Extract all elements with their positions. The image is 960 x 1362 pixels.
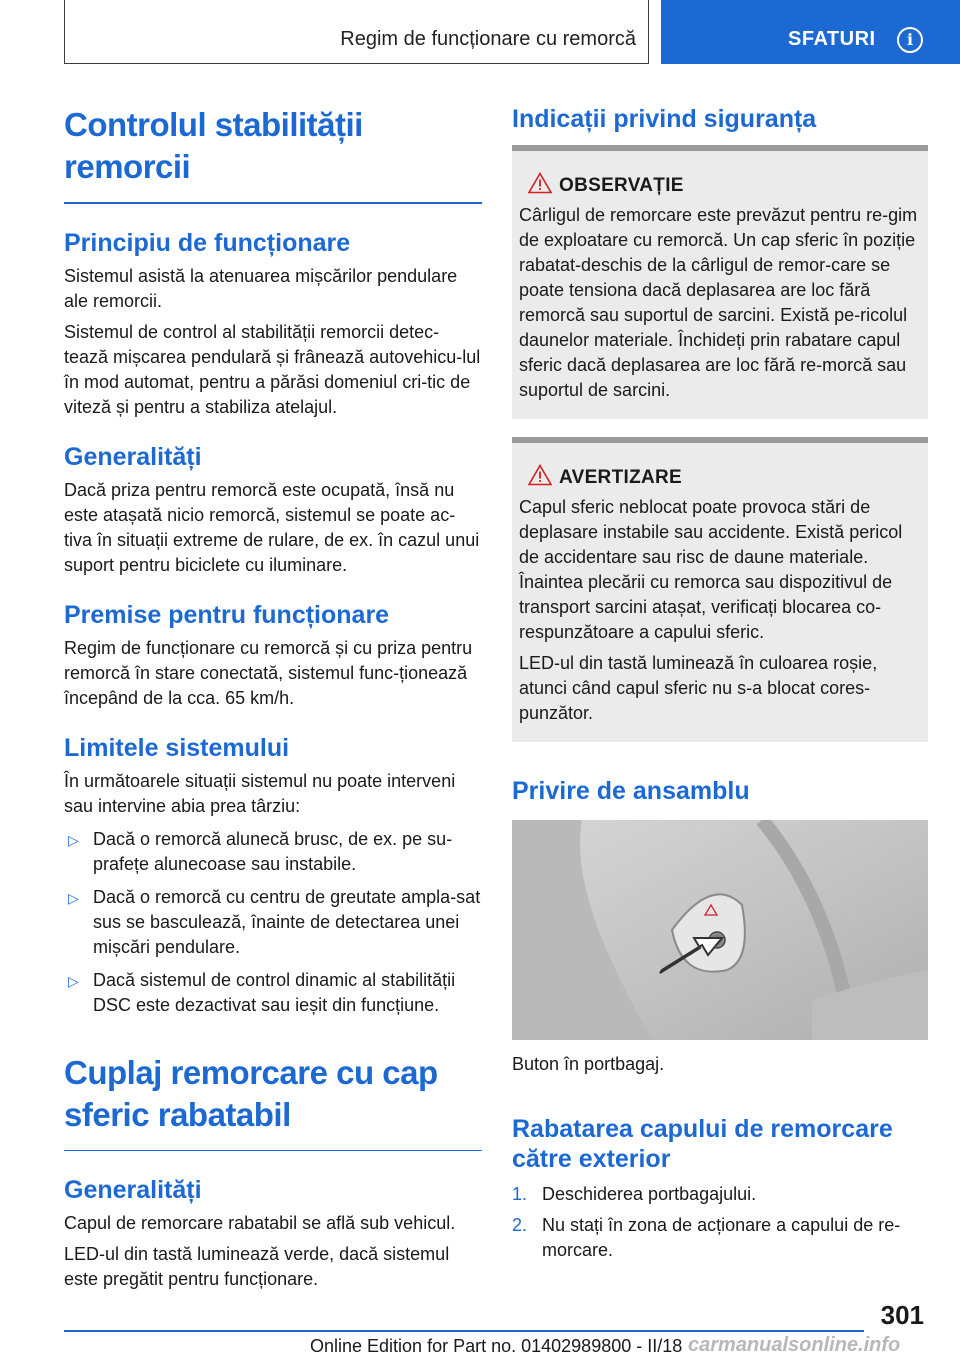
triangle-bullet-icon: ▷ (68, 972, 79, 989)
paragraph: Sistemul de control al stabilității remorcii detec-tează mișcarea pendulară și frânează autovehicu-lul în mod automat, pentru a părăsi domeniul cri-tic de viteză și pentru a stabiliza atelajul. (64, 321, 481, 417)
heading-general: Generalități (64, 442, 202, 471)
paragraph: Sistemul asistă la atenuarea mișcărilor pendulare ale remorcii. (64, 265, 458, 311)
heading-trailer-stability: Controlul stabilității remorcii (64, 106, 363, 185)
warning-text: LED-ul din tastă luminează în culoarea roșie, atunci când capul sferic nu s-a blocat cores-punzător. (519, 653, 878, 723)
paragraph: În următoarele situații sistemul nu poate interveni sau intervine abia prea târziu: (64, 770, 456, 816)
heading-prerequisites: Premise pentru funcționare (64, 600, 390, 629)
heading-general-2: Generalități (64, 1176, 202, 1204)
heading-rule (64, 1150, 482, 1152)
warning-triangle-icon (528, 172, 552, 194)
page-number: 301 (880, 1300, 924, 1330)
triangle-bullet-icon: ▷ (68, 889, 79, 906)
limits-list (64, 827, 482, 1018)
chapter-label: SFATURI (788, 28, 876, 50)
header-chapter-tab[interactable] (661, 0, 960, 64)
footer-rule (64, 1330, 864, 1332)
heading-overview: Privire de ansamblu (512, 777, 750, 805)
paragraph: Dacă priza pentru remorcă este ocupată, însă nu este atașată nicio remorcă, sistemul se poate ac-tiva în situații extreme de rulare, de ex. în cazul unui suport pentru biciclete cu iluminare. (64, 479, 480, 575)
warning-title: AVERTIZARE (559, 467, 682, 488)
left-column (64, 104, 482, 1292)
info-icon: i (897, 27, 923, 53)
notice-text: Cârligul de remorcare este prevăzut pentru re-gim de exploatare cu remorcă. Un cap sferic în poziție rabatat-deschis de la cârligul de remor-care se poate tensiona dacă deplasarea are loc fără remorcă sau suportul de sarcini. Există pe-ricolul daunelor materiale. Închideți prin rabatare capul sferic dacă deplasarea are loc fără re-morcă sau suportul de sarcini. (519, 205, 918, 400)
triangle-bullet-icon: ▷ (68, 831, 79, 848)
heading-safety: Indicații privind siguranța (512, 105, 817, 133)
trunk-button-photo (512, 820, 928, 1040)
heading-rule (64, 202, 482, 204)
heading-fold-out: Rabatarea capului de remorcare către exterior (512, 1115, 893, 1173)
notice-box (512, 145, 928, 419)
list-item: ▷ Dacă sistemul de control dinamic al stabilității DSC este dezactivat sau ieșit din funcțiune. (68, 969, 456, 1015)
warning-triangle-icon (528, 464, 552, 486)
list-item: 2. Nu stați în zona de acționare a capului de re-morcare. (512, 1215, 901, 1260)
header-section-title: Regim de funcționare cu remorcă (340, 28, 636, 50)
heading-operating-principle: Principiu de funcționare (64, 228, 351, 257)
list-item: ▷ Dacă o remorcă alunecă brusc, de ex. pe su-prafețe alunecoase sau instabile. (68, 828, 453, 874)
header-section-box (64, 0, 649, 64)
warning-box (512, 437, 928, 742)
paragraph: Capul de remorcare rabatabil se află sub vehicul. (64, 1213, 456, 1233)
footer-watermark[interactable]: carmanualsonline.info (688, 1334, 901, 1356)
list-item: 1. Deschiderea portbagajului. (512, 1184, 757, 1204)
footer-edition: Online Edition for Part no. 01402989800 - II/18 (310, 1336, 683, 1356)
paragraph: LED-ul din tastă luminează verde, dacă sistemul este pregătit pentru funcționare. (64, 1244, 450, 1289)
heading-system-limits: Limitele sistemului (64, 733, 290, 762)
warning-text: Capul sferic neblocat poate provoca stări de deplasare instabile sau accidente. Există pericol de accidentare sau risc de daune materiale. Înaintea plecării cu remorca sau dispozitivul de transport sarcini atașat, verificați blocarea co-respunzătoare a capului sferic. (519, 497, 903, 642)
heading-ball-coupling: Cuplaj remorcare cu cap sferic rabatabil (64, 1053, 438, 1133)
steps-list (512, 1182, 928, 1269)
trunk-illustration (512, 820, 928, 1040)
photo-caption: Buton în portbagaj. (512, 1054, 665, 1074)
list-item: ▷ Dacă o remorcă cu centru de greutate ampla-sat sus se basculează, înainte de detectarea unei mișcări pendulare. (68, 886, 481, 957)
notice-title: OBSERVAȚIE (559, 175, 684, 196)
paragraph: Regim de funcționare cu remorcă și cu priza pentru remorcă în stare conectată, sistemul func-ționează începând de la cca. 65 km/h. (64, 637, 473, 708)
